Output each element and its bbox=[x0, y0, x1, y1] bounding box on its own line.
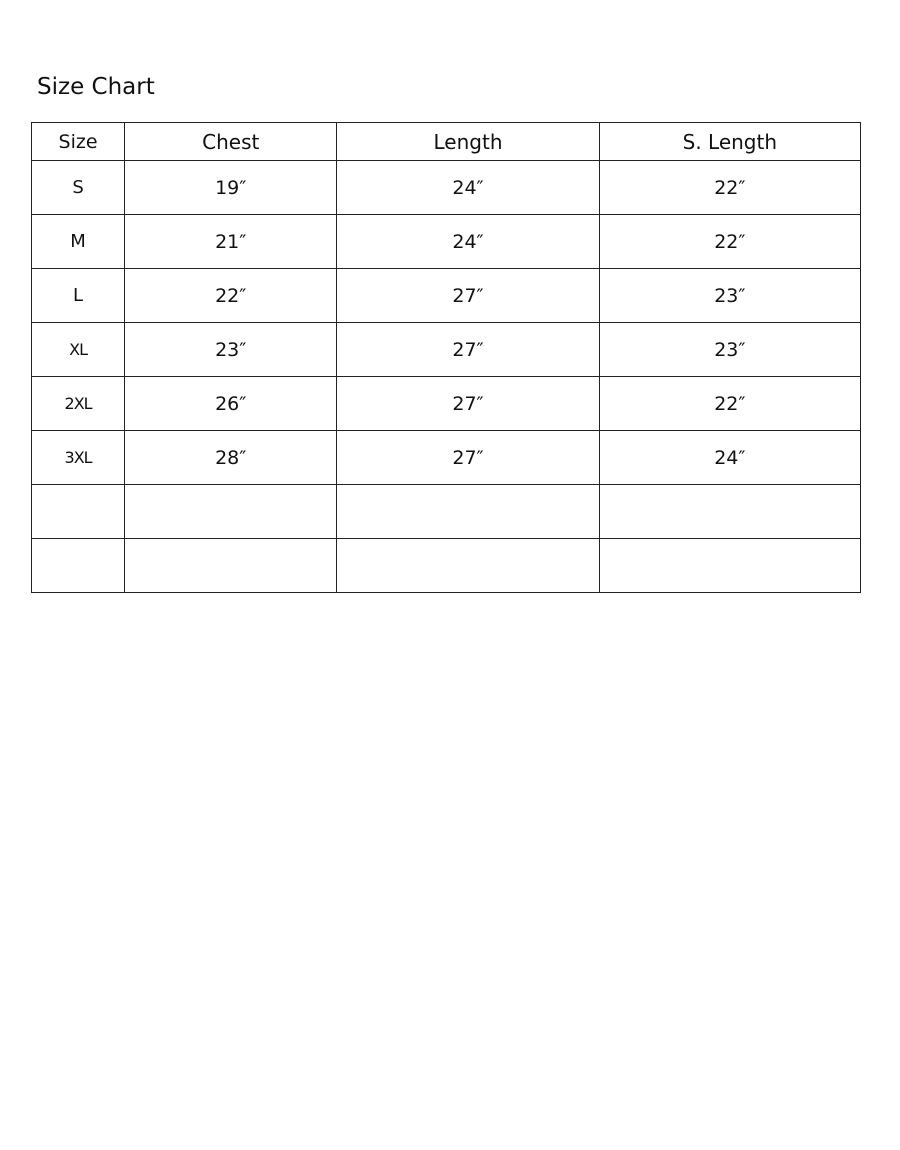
cell-length: 24″ bbox=[337, 161, 599, 215]
cell-length bbox=[337, 485, 599, 539]
table-row bbox=[32, 377, 861, 431]
cell-s-length: 23″ bbox=[599, 323, 860, 377]
table-row-empty bbox=[32, 485, 861, 539]
cell-size: M bbox=[32, 215, 125, 269]
cell-chest: 23″ bbox=[125, 323, 337, 377]
cell-length: 24″ bbox=[337, 215, 599, 269]
cell-s-length bbox=[599, 485, 860, 539]
cell-size: 3XL bbox=[32, 431, 125, 485]
cell-length: 27″ bbox=[337, 323, 599, 377]
table-row-empty bbox=[32, 539, 861, 593]
cell-chest bbox=[125, 539, 337, 593]
cell-size: S bbox=[32, 161, 125, 215]
table-row bbox=[32, 269, 861, 323]
cell-chest: 26″ bbox=[125, 377, 337, 431]
table-row bbox=[32, 323, 861, 377]
table-row bbox=[32, 431, 861, 485]
cell-length: 27″ bbox=[337, 269, 599, 323]
cell-chest: 28″ bbox=[125, 431, 337, 485]
cell-chest bbox=[125, 485, 337, 539]
size-chart-table bbox=[31, 122, 861, 593]
header-length: Length bbox=[337, 123, 599, 161]
cell-chest: 21″ bbox=[125, 215, 337, 269]
table-header-row bbox=[32, 123, 861, 161]
cell-length: 27″ bbox=[337, 431, 599, 485]
header-size: Size bbox=[32, 123, 125, 161]
cell-s-length bbox=[599, 539, 860, 593]
cell-s-length: 22″ bbox=[599, 161, 860, 215]
cell-size: XL bbox=[32, 323, 125, 377]
cell-chest: 19″ bbox=[125, 161, 337, 215]
cell-s-length: 22″ bbox=[599, 215, 860, 269]
page-title: Size Chart bbox=[37, 74, 155, 100]
cell-length: 27″ bbox=[337, 377, 599, 431]
cell-s-length: 23″ bbox=[599, 269, 860, 323]
table-row bbox=[32, 215, 861, 269]
cell-length bbox=[337, 539, 599, 593]
cell-size bbox=[32, 485, 125, 539]
cell-chest: 22″ bbox=[125, 269, 337, 323]
cell-s-length: 24″ bbox=[599, 431, 860, 485]
table-row bbox=[32, 161, 861, 215]
cell-s-length: 22″ bbox=[599, 377, 860, 431]
cell-size: L bbox=[32, 269, 125, 323]
cell-size bbox=[32, 539, 125, 593]
header-s-length: S. Length bbox=[599, 123, 860, 161]
cell-size: 2XL bbox=[32, 377, 125, 431]
header-chest: Chest bbox=[125, 123, 337, 161]
